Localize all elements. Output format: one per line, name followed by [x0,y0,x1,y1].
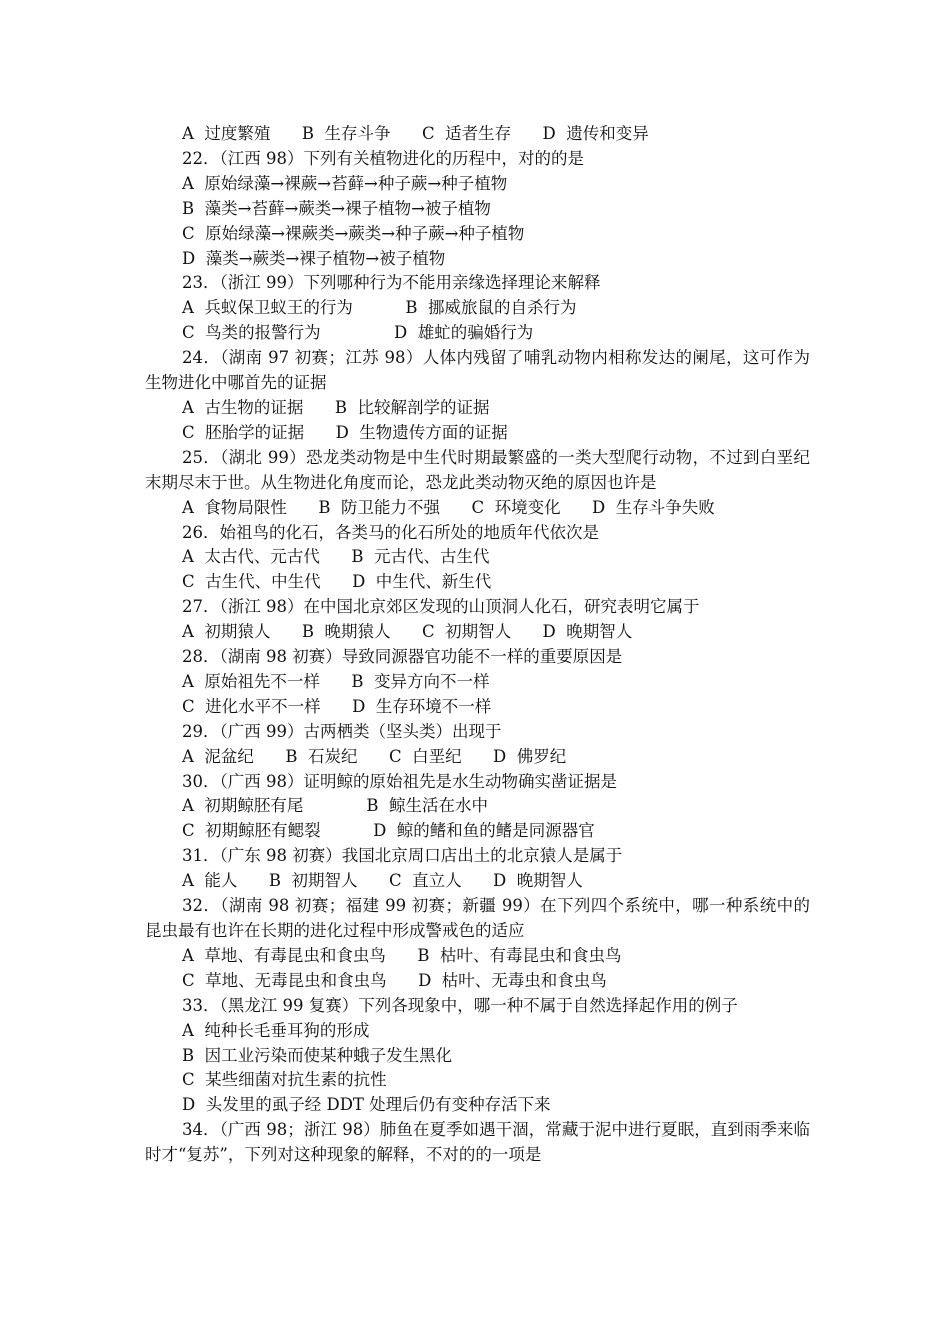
answer-options: D 藻类→蕨类→裸子植物→被子植物 [182,248,446,268]
answer-options: A 泥盆纪 B 石炭纪 C 白垩纪 D 佛罗纪 [182,746,567,766]
answer-options: B 因工业污染而使某种蛾子发生黑化 [182,1045,453,1065]
answer-options: D 头发里的虱子经 DDT 处理后仍有变种存活下来 [182,1095,551,1115]
answer-options: A 原始祖先不一样 B 变异方向不一样 [182,671,490,691]
answer-options: A 原始绿藻→裸蕨→苔藓→种子蕨→种子植物 [182,173,508,193]
answer-options: C 古生代、中生代 D 中生代、新生代 [182,572,492,592]
answer-options: A 草地、有毒昆虫和食虫鸟 B 枯叶、有毒昆虫和食虫鸟 [182,945,622,965]
question-text: 27．（浙江 98）在中国北京郊区发现的山顶洞人化石，研究表明它属于 [182,597,700,617]
answer-options: A 过度繁殖 B 生存斗争 C 适者生存 D 遗传和变异 [182,124,649,143]
question-text: 29．（广西 99）古两栖类（坚头类）出现于 [182,721,502,741]
question-text: 24．（湖南 97 初赛；江苏 98）人体内残留了哺乳动物内相称发达的阑尾，这可作为生物进化中哪首先的证据 [145,348,810,393]
answer-options: C 初期鲸胚有鳃裂 D 鲸的鳍和鱼的鳍是同源器官 [182,821,595,841]
answer-options: A 食物局限性 B 防卫能力不强 C 环境变化 D 生存斗争失败 [182,497,715,517]
answer-options: A 纯种长毛垂耳狗的形成 [182,1020,370,1040]
question-text: 31．（广东 98 初赛）我国北京周口店出土的北京猿人是属于 [182,846,623,866]
answer-options: A 初期猿人 B 晚期猿人 C 初期智人 D 晚期智人 [182,622,633,642]
answer-options: C 胚胎学的证据 D 生物遗传方面的证据 [182,422,508,442]
question-text: 33．（黑龙江 99 复赛）下列各现象中，哪一种不属于自然选择起作用的例子 [182,995,738,1015]
question-text: 25．（湖北 99）恐龙类动物是中生代时期最繁盛的一类大型爬行动物，不过到白垩纪末期尽末于世。从生物进化角度而论，恐龙此类动物灭绝的原因也许是 [145,447,810,492]
question-text: 32．（湖南 98 初赛；福建 99 初赛；新疆 99）在下列四个系统中，哪一种系统中的昆虫最有也许在长期的进化过程中形成警戒色的适应 [145,896,810,940]
question-text: 23．（浙江 99）下列哪种行为不能用亲缘选择理论来解释 [182,273,601,293]
answer-options: A 初期鲸胚有尾 B 鲸生活在水中 [182,796,488,816]
question-text: 28．（湖南 98 初赛）导致同源器官功能不一样的重要原因是 [182,647,623,667]
question-text: 26．始祖鸟的化石，各类马的化石所处的地质年代依次是 [182,522,599,542]
answer-options: C 某些细菌对抗生素的抗性 [182,1070,387,1090]
answer-options: B 藻类→苔藓→蕨类→裸子植物→被子植物 [182,198,491,218]
question-text: 34．（广西 98；浙江 98）肺鱼在夏季如遇干涸，常藏于泥中进行夏眠，直到雨季来临时才“复苏”，下列对这种现象的解释，不对的的一项是 [145,1120,810,1165]
question-text: 30．（广西 98）证明鲸的原始祖先是水生动物确实凿证据是 [182,771,617,791]
document-page [145,122,810,1168]
answer-options: C 原始绿藻→裸蕨类→蕨类→种子蕨→种子植物 [182,223,525,243]
answer-options: A 能人 B 初期智人 C 直立人 D 晚期智人 [182,871,583,891]
answer-options: C 鸟类的报警行为 D 雄虻的骗婚行为 [182,323,534,343]
question-text: 22．（江西 98）下列有关植物进化的历程中，对的的是 [182,148,584,168]
answer-options: A 太古代、元古代 B 元古代、古生代 [182,547,490,567]
answer-options: C 草地、无毒昆虫和食虫鸟 D 枯叶、无毒虫和食虫鸟 [182,970,607,990]
answer-options: A 兵蚁保卫蚁王的行为 B 挪威旅鼠的自杀行为 [182,298,577,318]
answer-options: A 古生物的证据 B 比较解剖学的证据 [182,397,490,417]
answer-options: C 进化水平不一样 D 生存环境不一样 [182,696,492,716]
